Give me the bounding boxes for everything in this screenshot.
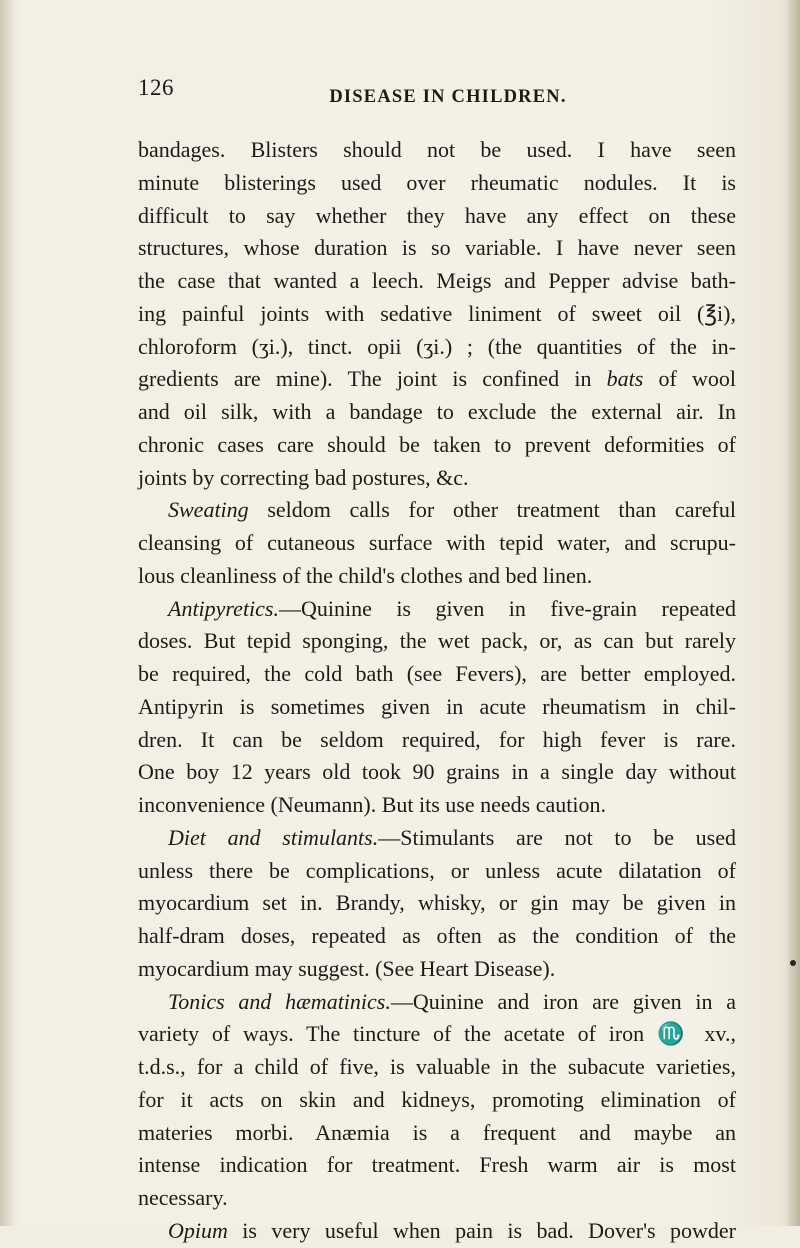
text-line: joints by correcting bad postures, &c.	[138, 464, 469, 490]
text-line	[138, 1215, 736, 1248]
text-line: doses. But tepid sponging, the wet pack, or, as can but rarely	[138, 628, 736, 654]
text-line: the case that wanted a leech. Meigs and Pepper advise bath-	[138, 268, 736, 293]
text-run: seldom calls for other treatment than careful	[248, 497, 736, 523]
text-line: ing painful joints with sedative liniment of sweet oil (℥i),	[138, 300, 736, 326]
text-run: —Quinine is given in five-grain repeated	[279, 595, 736, 621]
text-line	[138, 593, 736, 626]
text-run: gredients are mine). The joint is confined in	[138, 366, 607, 392]
text-line: dren. It can be seldom required, for high fever is rare.	[138, 726, 736, 752]
text-line: chloroform (ʒi.), tinct. opii (ʒi.) ; (the quantities of the in-	[138, 333, 736, 359]
text-line: difficult to say whether they have any effect on these	[138, 202, 736, 228]
text-line: Antipyrin is sometimes given in acute rheumatism in chil-	[138, 693, 736, 719]
section-heading: Antipyretics.	[168, 595, 279, 621]
text-line: myocardium set in. Brandy, whisky, or gin may be given in	[138, 890, 736, 916]
page-number: 126	[138, 75, 174, 100]
page-header	[138, 75, 728, 111]
text-line: unless there be complications, or unless acute dilatation of	[138, 857, 736, 883]
text-run: —Stimulants are not to be used	[378, 824, 736, 850]
body-text	[138, 134, 736, 1248]
text-run: —Quinine and iron are given in a	[390, 988, 736, 1014]
text-line: variety of ways. The tincture of the acetate of iron ♏ xv.,	[138, 1021, 736, 1047]
page-left-shadow	[0, 0, 14, 1226]
text-line: materies morbi. Anæmia is a frequent and maybe an	[138, 1119, 736, 1145]
text-line: for it acts on skin and kidneys, promoting elimination of	[138, 1086, 736, 1112]
text-line	[138, 494, 736, 527]
section-heading: Opium	[168, 1217, 228, 1243]
section-heading: Diet and stimulants.	[168, 824, 379, 850]
page-right-shadow	[786, 0, 800, 1226]
text-line: lous cleanliness of the child's clothes and bed linen.	[138, 562, 593, 588]
text-line: cleansing of cutaneous surface with tepid water, and scrupu-	[138, 530, 736, 555]
text-line: necessary.	[138, 1185, 228, 1210]
text-run: of wool	[643, 366, 736, 392]
text-line: t.d.s., for a child of five, is valuable in the subacute varieties,	[138, 1054, 736, 1079]
ink-speck	[790, 960, 796, 966]
text-line	[138, 986, 736, 1019]
text-line: minute blisterings used over rheumatic nodules. It is	[138, 169, 736, 195]
text-line: myocardium may suggest. (See Heart Disease).	[138, 955, 556, 981]
text-line: structures, whose duration is so variable. I have never seen	[138, 235, 736, 261]
text-run: is very useful when pain is bad. Dover's powder	[227, 1217, 736, 1243]
text-line: inconvenience (Neumann). But its use needs caution.	[138, 792, 606, 817]
running-title: DISEASE IN CHILDREN.	[329, 87, 567, 107]
text-line	[138, 822, 736, 855]
text-line: intense indication for treatment. Fresh warm air is most	[138, 1152, 736, 1178]
italic-word: bats	[606, 366, 644, 392]
section-heading: Sweating	[168, 497, 249, 523]
section-heading: Tonics and hæmatinics.	[168, 988, 391, 1014]
text-line: bandages. Blisters should not be used. I have seen	[138, 137, 736, 162]
text-line	[138, 363, 736, 396]
text-line: and oil silk, with a bandage to exclude the external air. In	[138, 399, 736, 424]
text-line: One boy 12 years old took 90 grains in a single day without	[138, 759, 736, 785]
text-line: chronic cases care should be taken to prevent deformities of	[138, 431, 736, 457]
text-line: half-dram doses, repeated as often as the condition of the	[138, 923, 736, 948]
text-line: be required, the cold bath (see Fevers), are better employed.	[138, 661, 736, 686]
